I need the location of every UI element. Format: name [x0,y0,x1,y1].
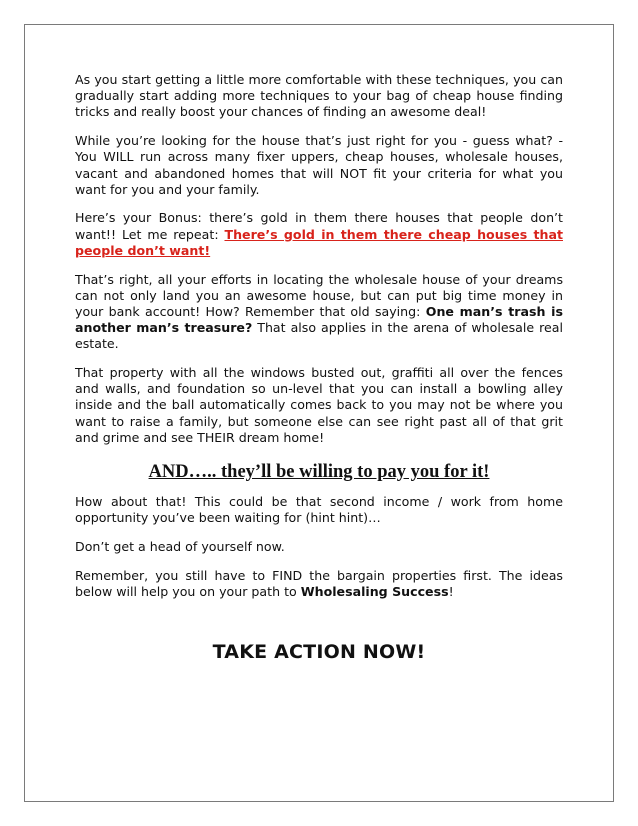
efforts-text-end: That also applies in the arena of wholesale real estate. [75,320,563,352]
bonus-text: Here’s your Bonus: there’s gold in them there houses that people don’t want!! Let me repeat: [75,210,563,242]
paragraph-property: That property with all the windows busted out, graffiti all over the fences and walls, and foundation so un-level that you can install a bowling alley inside and the ball automatically comes back to you may not be where you want to raise a family, but someone else can see right past all of that grit and grime and see THEIR dream home! [75,365,563,445]
paragraph-efforts [75,272,563,353]
paragraph-bonus [75,210,563,259]
paragraph-remember [75,568,563,600]
remember-text: Remember, you still have to FIND the bargain properties first. The ideas below will help you on your path to [75,567,563,599]
bonus-highlight: There’s gold in them there cheap houses that people don’t want! [75,226,563,258]
efforts-text: That’s right, all your efforts in locating the wholesale house of your dreams can not only land you an awesome house, but can put big time money in your bank account! How? Remember that old saying: [75,271,563,319]
paragraph-income: How about that! This could be that second income / work from home opportunity you’ve been waiting for (hint hint)… [75,494,563,526]
saying-highlight: One man’s trash is another man’s treasure? [75,303,563,336]
paragraph-fixer-uppers: While you’re looking for the house that’s just right for you - guess what? - You WILL run across many fixer uppers, cheap houses, wholesale houses, vacant and abandoned homes that will NOT fit your criteria for what you want for you and your family. [75,133,563,197]
document-body [75,72,563,664]
paragraph-caution: Don’t get a head of yourself now. [75,538,285,554]
section-heading: AND….. they’ll be willing to pay you for it! [148,462,490,483]
remember-text-end: ! [448,583,454,599]
call-to-action: TAKE ACTION NOW! [212,641,426,664]
paragraph-intro: As you start getting a little more comfortable with these techniques, you can gradually start adding more techniques to your bag of cheap house finding tricks and really boost your chances of finding an awesome deal! [75,72,563,120]
success-highlight: Wholesaling Success [300,583,449,599]
